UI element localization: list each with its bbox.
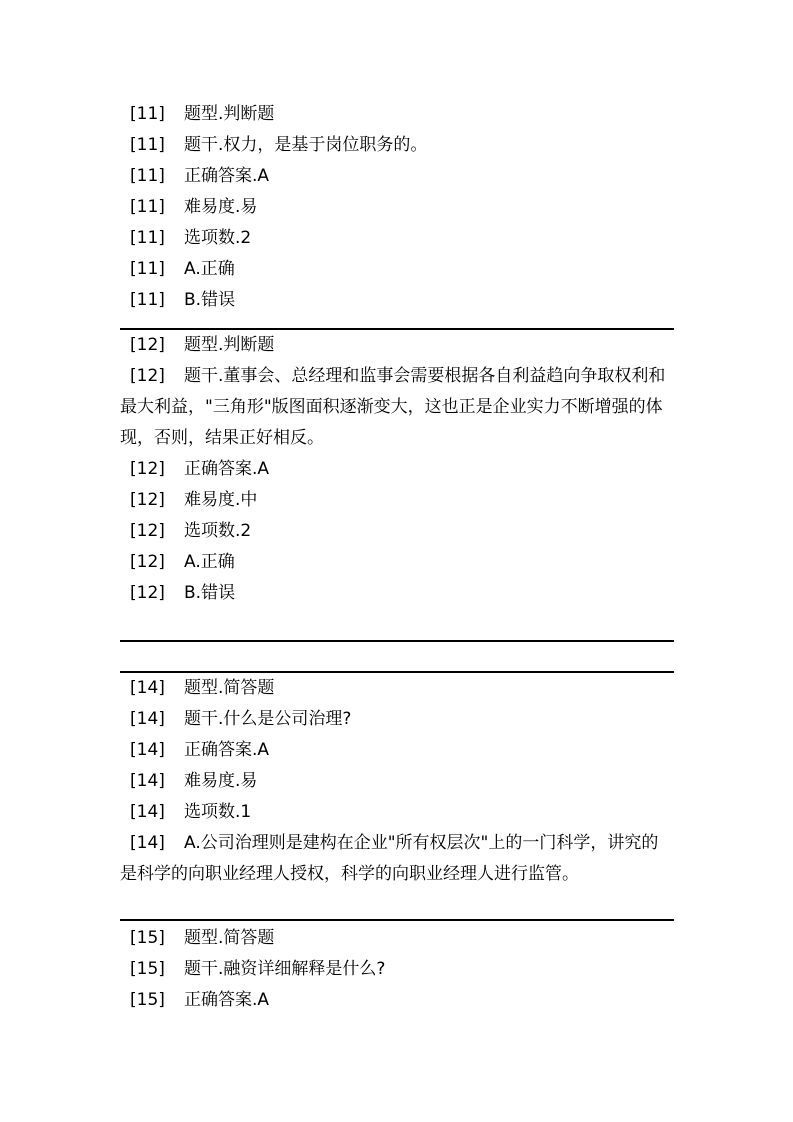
option-count: 选项数.1 <box>184 802 252 822</box>
question-number: [12] <box>130 583 165 603</box>
option-count-line <box>120 797 674 828</box>
question-number: [14] <box>130 771 165 791</box>
difficulty: 难易度.易 <box>184 197 258 217</box>
option-count: 选项数.2 <box>184 228 252 248</box>
question-number: [12] <box>130 335 165 355</box>
question-number: [15] <box>130 990 165 1010</box>
question-stem-line <box>120 361 674 454</box>
question-number: [11] <box>130 166 165 186</box>
question-stem-line <box>120 954 674 985</box>
question-type-line <box>120 330 674 361</box>
question-type-line <box>120 99 674 130</box>
answer-line <box>120 454 674 485</box>
answer-line <box>120 985 674 1016</box>
question-number: [14] <box>130 740 165 760</box>
question-block-11 <box>120 99 674 316</box>
correct-answer: 正确答案.A <box>184 990 270 1010</box>
question-number: [14] <box>130 802 165 822</box>
correct-answer: 正确答案.A <box>184 459 270 479</box>
answer-line <box>120 161 674 192</box>
question-number: [11] <box>130 259 165 279</box>
option-a-line <box>120 254 674 285</box>
document-page <box>120 99 674 1016</box>
question-number: [12] <box>130 521 165 541</box>
option-a: A.公司治理则是建构在企业"所有权层次"上的一门科学，讲究的是科学的向职业经理人授权，科学的向职业经理人进行监管。 <box>120 833 659 884</box>
question-stem: 题干.什么是公司治理? <box>184 709 352 729</box>
option-count: 选项数.2 <box>184 521 252 541</box>
option-a-line <box>120 547 674 578</box>
question-number: [12] <box>130 552 165 572</box>
difficulty-line <box>120 192 674 223</box>
question-type: 题型.判断题 <box>184 335 275 355</box>
difficulty-line <box>120 485 674 516</box>
difficulty: 难易度.中 <box>184 490 258 510</box>
option-count-line <box>120 223 674 254</box>
question-type-line <box>120 673 674 704</box>
question-stem-line <box>120 130 674 161</box>
question-number: [15] <box>130 928 165 948</box>
divider <box>120 640 674 642</box>
question-type: 题型.简答题 <box>184 928 275 948</box>
correct-answer: 正确答案.A <box>184 740 270 760</box>
question-block-14 <box>120 673 674 890</box>
divider <box>120 919 674 921</box>
option-count-line <box>120 516 674 547</box>
difficulty: 难易度.易 <box>184 771 258 791</box>
question-type-line <box>120 923 674 954</box>
question-stem-line <box>120 704 674 735</box>
question-stem: 题干.融资详细解释是什么? <box>184 959 386 979</box>
question-number: [14] <box>130 678 165 698</box>
option-b-line <box>120 578 674 609</box>
correct-answer: 正确答案.A <box>184 166 270 186</box>
question-number: [11] <box>130 228 165 248</box>
option-b: B.错误 <box>184 583 236 603</box>
question-number: [14] <box>130 709 165 729</box>
question-stem: 题干.权力，是基于岗位职务的。 <box>184 135 428 155</box>
question-number: [12] <box>130 490 165 510</box>
question-number: [11] <box>130 135 165 155</box>
option-b-line <box>120 285 674 316</box>
question-block-12 <box>120 330 674 609</box>
option-a-line <box>120 828 674 890</box>
difficulty-line <box>120 766 674 797</box>
question-number: [11] <box>130 290 165 310</box>
question-block-15 <box>120 923 674 1016</box>
question-number: [12] <box>130 366 165 386</box>
question-number: [11] <box>130 104 165 124</box>
question-number: [12] <box>130 459 165 479</box>
question-number: [14] <box>130 833 165 853</box>
question-number: [15] <box>130 959 165 979</box>
option-a: A.正确 <box>184 259 235 279</box>
option-b: B.错误 <box>184 290 236 310</box>
question-type: 题型.简答题 <box>184 678 275 698</box>
question-stem: 题干.董事会、总经理和监事会需要根据各自利益趋向争取权利和最大利益，"三角形"版图面积逐渐变大，这也正是企业实力不断增强的体现，否则，结果正好相反。 <box>120 366 666 448</box>
answer-line <box>120 735 674 766</box>
option-a: A.正确 <box>184 552 235 572</box>
question-type: 题型.判断题 <box>184 104 275 124</box>
question-number: [11] <box>130 197 165 217</box>
